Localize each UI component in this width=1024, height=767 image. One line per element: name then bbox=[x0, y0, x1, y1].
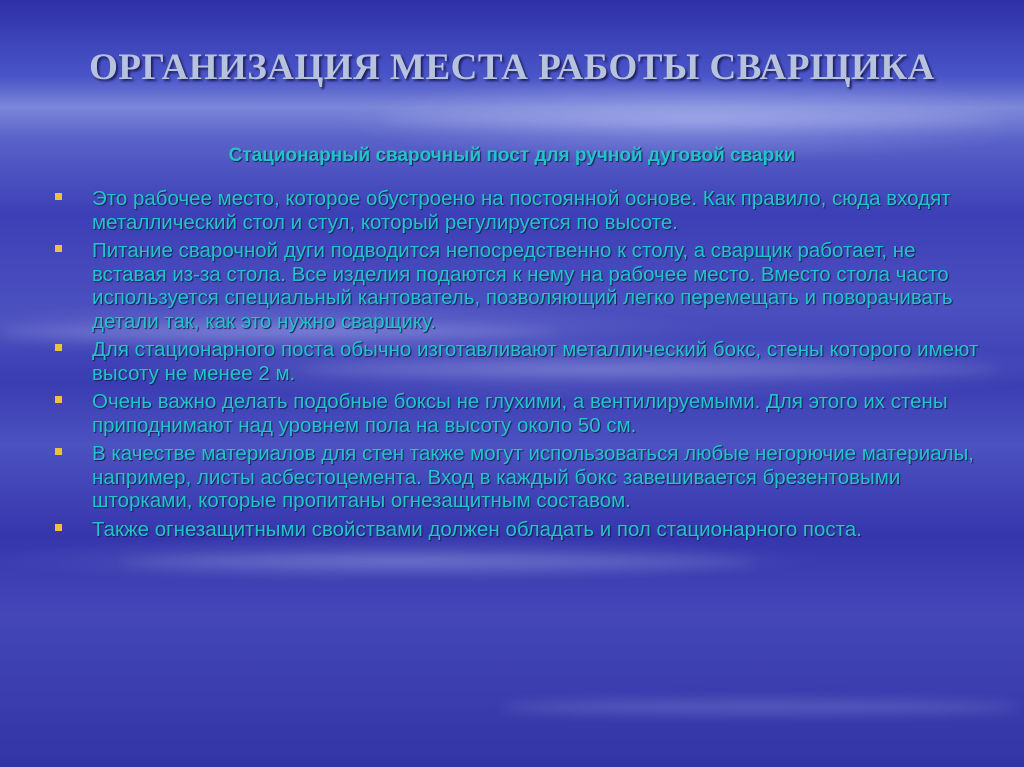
bullet-text: Очень важно делать подобные боксы не глухими, а вентилируемыми. Для этого их стены приподнимают над уровнем пола на высоту около 50 см. bbox=[92, 390, 948, 437]
slide-title: ОРГАНИЗАЦИЯ МЕСТА РАБОТЫ СВАРЩИКА bbox=[89, 47, 935, 88]
bullet-text: Это рабочее место, которое обустроено на постоянной основе. Как правило, сюда входят металлический стол и стул, который регулируется по высоте. bbox=[92, 187, 951, 234]
square-bullet-icon bbox=[55, 193, 62, 200]
bullet-text: Питание сварочной дуги подводится непосредственно к столу, а сварщик работает, не вставая из-за стола. Все изделия подаются к нему на рабочее место. Вместо стола часто используется специальный кантователь, позволяющий легко перемещать и поворачивать детали так, как это нужно сварщику. bbox=[92, 239, 953, 333]
bullet-list bbox=[55, 187, 985, 546]
bullet-text: Для стационарного поста обычно изготавливают металлический бокс, стены которого имеют высоту не менее 2 м. bbox=[92, 338, 979, 385]
square-bullet-icon bbox=[55, 396, 62, 403]
bullet-item bbox=[55, 239, 985, 333]
bullet-item bbox=[55, 518, 985, 542]
background-streak bbox=[380, 112, 1000, 126]
square-bullet-icon bbox=[55, 245, 62, 252]
bullet-item bbox=[55, 390, 985, 437]
square-bullet-icon bbox=[55, 448, 62, 455]
bullet-text: Также огнезащитными свойствами должен обладать и пол стационарного поста. bbox=[92, 517, 862, 541]
square-bullet-icon bbox=[55, 524, 62, 531]
background-streak bbox=[500, 700, 1020, 714]
bullet-text: В качестве материалов для стен также могут использоваться любые негорючие материалы, например, листы асбестоцемента. Вход в каждый бокс завешивается брезентовыми шторками, которые пропитаны огнезащитным составом. bbox=[92, 442, 975, 512]
bullet-item bbox=[55, 442, 985, 513]
bullet-item bbox=[55, 338, 985, 385]
square-bullet-icon bbox=[55, 344, 62, 351]
bullet-item bbox=[55, 187, 985, 234]
slide-subtitle: Стационарный сварочный пост для ручной дуговой сварки bbox=[228, 145, 796, 166]
background-streak bbox=[120, 555, 760, 569]
